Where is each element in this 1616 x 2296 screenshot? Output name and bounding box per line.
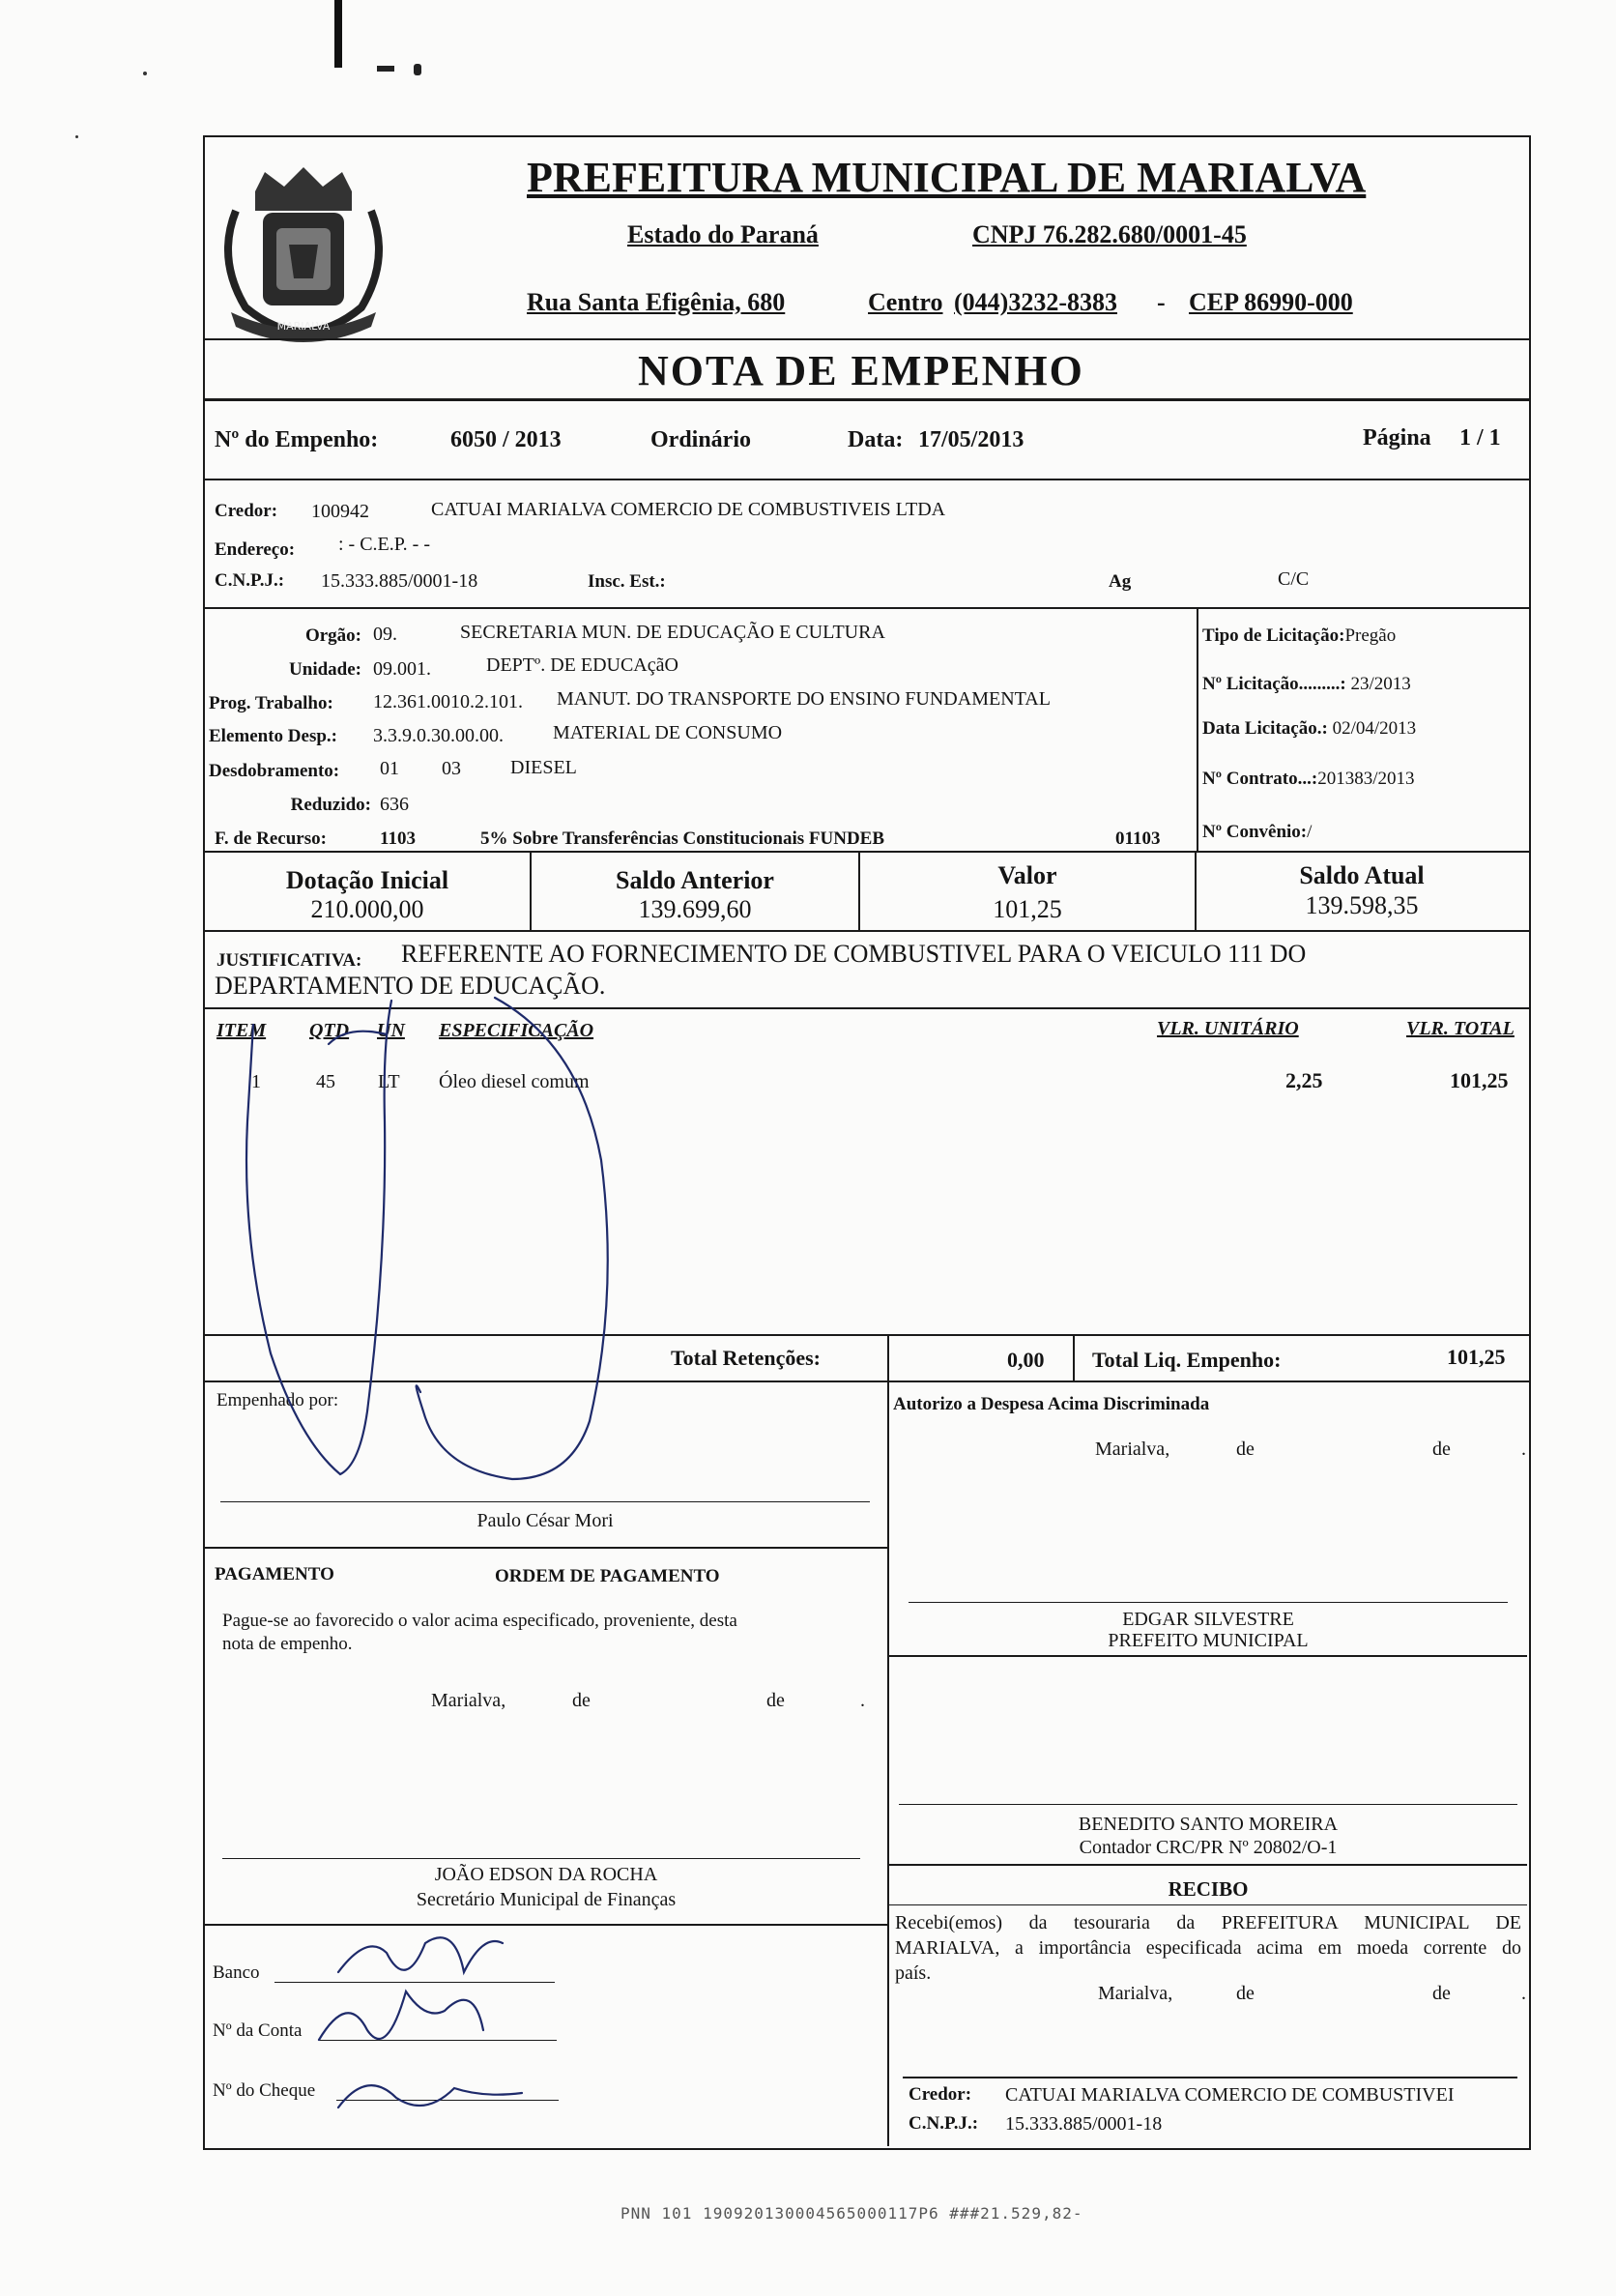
data-licitacao-label: Data Licitação.: bbox=[1202, 718, 1328, 739]
creditor-code: 100942 bbox=[311, 501, 369, 522]
recibo-de-2: de bbox=[1432, 1983, 1451, 2004]
desdobramento-name: DIESEL bbox=[510, 757, 577, 778]
prog-trabalho-name: MANUT. DO TRANSPORTE DO ENSINO FUNDAMENTAL bbox=[557, 688, 1051, 710]
saldo-atual-value: 139.598,35 bbox=[1305, 891, 1419, 919]
col-header-spec: ESPECIFICAÇÃO bbox=[439, 1020, 594, 1041]
recibo-line3: país. bbox=[895, 1962, 932, 1984]
autorizo-dot: . bbox=[1521, 1439, 1526, 1460]
recibo-label: RECIBO bbox=[1168, 1877, 1249, 1901]
pagamento-label: PAGAMENTO bbox=[215, 1564, 334, 1584]
ordem-pagamento-label: ORDEM DE PAGAMENTO bbox=[495, 1566, 720, 1586]
row-unit-value: 2,25 bbox=[1285, 1068, 1323, 1092]
total-liq-label: Total Liq. Empenho: bbox=[1092, 1348, 1282, 1372]
orgao-label: Orgão: bbox=[304, 625, 361, 646]
empenho-date: 17/05/2013 bbox=[918, 427, 1024, 452]
fonte-recurso-code: 1103 bbox=[380, 828, 416, 849]
creditor-label: Credor: bbox=[215, 501, 278, 521]
recibo-credor-label: Credor: bbox=[909, 2084, 972, 2105]
recibo-cnpj: 15.333.885/0001-18 bbox=[1005, 2113, 1163, 2135]
total-liq-value: 101,25 bbox=[1447, 1345, 1506, 1369]
elemento-code: 3.3.9.0.30.00.00. bbox=[373, 725, 504, 746]
pague-line2: nota de empenho. bbox=[222, 1634, 353, 1654]
row-qtd: 45 bbox=[316, 1071, 335, 1092]
dotacao-label: Dotação Inicial bbox=[285, 866, 449, 894]
autorizo-de-1: de bbox=[1236, 1439, 1255, 1460]
pague-de-1: de bbox=[572, 1690, 591, 1711]
prefeito-name: EDGAR SILVESTRE bbox=[1122, 1609, 1294, 1630]
empenho-number: 6050 / 2013 bbox=[450, 427, 562, 452]
tipo-licitacao-value: Pregão bbox=[1344, 625, 1397, 646]
recibo-line2: MARIALVA, a importância especificada acima em moeda corrente do bbox=[895, 1937, 1521, 1959]
creditor-address-label: Endereço: bbox=[215, 539, 296, 560]
recibo-credor-name: CATUAI MARIALVA COMERCIO DE COMBUSTIVEI bbox=[1005, 2084, 1455, 2106]
empenhado-name: Paulo César Mori bbox=[476, 1510, 614, 1531]
secretario-name: JOÃO EDSON DA ROCHA bbox=[434, 1864, 658, 1885]
autorizo-label: Autorizo a Despesa Acima Discriminada bbox=[893, 1394, 1210, 1414]
justificativa-line1: REFERENTE AO FORNECIMENTO DE COMBUSTIVEL PARA O VEICULO 111 DO bbox=[401, 940, 1307, 968]
row-total-value: 101,25 bbox=[1450, 1068, 1509, 1092]
row-spec: Óleo diesel comum bbox=[439, 1071, 590, 1092]
empenhado-label: Empenhado por: bbox=[216, 1390, 339, 1410]
pague-city: Marialva, bbox=[431, 1690, 506, 1711]
saldo-anterior-value: 139.699,60 bbox=[638, 895, 752, 923]
cep-header: CEP 86990-000 bbox=[1189, 288, 1353, 316]
agency-label: Ag bbox=[1109, 571, 1132, 592]
desdobramento-label: Desdobramento: bbox=[209, 761, 340, 781]
valor-value: 101,25 bbox=[993, 895, 1062, 923]
total-retencoes-value: 0,00 bbox=[1007, 1348, 1045, 1372]
unidade-label: Unidade: bbox=[289, 659, 361, 680]
conta-label: Nº da Conta bbox=[213, 2020, 303, 2041]
page-number: 1 / 1 bbox=[1459, 425, 1501, 450]
saldo-anterior-label: Saldo Anterior bbox=[616, 866, 774, 894]
secretario-title: Secretário Municipal de Finanças bbox=[416, 1889, 677, 1910]
creditor-name: CATUAI MARIALVA COMERCIO DE COMBUSTIVEIS LTDA bbox=[431, 499, 946, 520]
total-retencoes-label: Total Retenções: bbox=[671, 1346, 821, 1370]
num-licitacao-value: 23/2013 bbox=[1350, 674, 1411, 694]
recibo-city: Marialva, bbox=[1098, 1983, 1173, 2004]
footer-code: PNN 101 190920130004565000117P6 ###21.529,82- bbox=[620, 2204, 1083, 2223]
fonte-recurso-label: F. de Recurso: bbox=[215, 828, 327, 849]
desdobramento-a: 01 bbox=[380, 758, 399, 779]
justificativa-label: JUSTIFICATIVA: bbox=[216, 950, 362, 971]
fonte-recurso-code2: 01103 bbox=[1115, 828, 1161, 849]
saldo-atual-label: Saldo Atual bbox=[1299, 861, 1425, 889]
num-contrato-label: Nº Contrato...: bbox=[1202, 769, 1318, 789]
recibo-cnpj-label: C.N.P.J.: bbox=[909, 2113, 979, 2134]
phone-number: (044)3232-8383 bbox=[954, 288, 1117, 316]
account-label: C/C bbox=[1278, 568, 1310, 590]
elemento-label: Elemento Desp.: bbox=[209, 726, 337, 746]
prefeitura-title: PREFEITURA MUNICIPAL DE MARIALVA bbox=[527, 154, 1367, 201]
pague-line1: Pague-se ao favorecido o valor acima especificado, proveniente, desta bbox=[222, 1611, 737, 1631]
autorizo-de-2: de bbox=[1432, 1439, 1451, 1460]
num-convenio-label: Nº Convênio: bbox=[1202, 822, 1308, 842]
prog-trabalho-code: 12.361.0010.2.101. bbox=[373, 691, 523, 712]
empenho-date-label: Data: bbox=[848, 427, 904, 452]
elemento-name: MATERIAL DE CONSUMO bbox=[553, 722, 783, 743]
data-licitacao-value: 02/04/2013 bbox=[1332, 718, 1417, 739]
orgao-code: 09. bbox=[373, 624, 397, 645]
unidade-code: 09.001. bbox=[373, 658, 431, 680]
num-licitacao-label: Nº Licitação.........: bbox=[1202, 674, 1346, 694]
separator: - bbox=[1157, 288, 1166, 316]
autorizo-city: Marialva, bbox=[1095, 1439, 1170, 1460]
col-header-qtd: QTD bbox=[309, 1020, 350, 1041]
col-header-un: UN bbox=[377, 1020, 405, 1041]
num-convenio-value: / bbox=[1307, 822, 1313, 842]
contador-title: Contador CRC/PR Nº 20802/O-1 bbox=[1079, 1837, 1338, 1858]
col-header-item: ITEM bbox=[216, 1020, 267, 1041]
row-item: 1 bbox=[251, 1071, 261, 1092]
creditor-address: : - C.E.P. - - bbox=[338, 534, 430, 555]
num-contrato-value: 201383/2013 bbox=[1317, 769, 1415, 789]
row-un: LT bbox=[378, 1071, 400, 1092]
cheque-label: Nº do Cheque bbox=[213, 2080, 316, 2101]
recibo-de-1: de bbox=[1236, 1983, 1255, 2004]
creditor-cnpj-label: C.N.P.J.: bbox=[215, 570, 285, 591]
cnpj-header: CNPJ 76.282.680/0001-45 bbox=[972, 220, 1247, 248]
valor-label: Valor bbox=[997, 861, 1057, 889]
orgao-name: SECRETARIA MUN. DE EDUCAÇÃO E CULTURA bbox=[460, 622, 885, 643]
address-district: Centro bbox=[868, 288, 943, 316]
reduzido-label: Reduzido: bbox=[290, 795, 371, 815]
justificativa-line2: DEPARTAMENTO DE EDUCAÇÃO. bbox=[215, 972, 606, 1000]
unidade-name: DEPTº. DE EDUCAçãO bbox=[486, 654, 678, 676]
state-name: Estado do Paraná bbox=[627, 220, 819, 248]
empenho-number-label: Nº do Empenho: bbox=[215, 427, 379, 452]
prefeito-title: PREFEITO MUNICIPAL bbox=[1108, 1630, 1309, 1651]
page-label: Página bbox=[1363, 425, 1431, 450]
creditor-cnpj: 15.333.885/0001-18 bbox=[321, 570, 478, 592]
insc-est-label: Insc. Est.: bbox=[588, 571, 666, 592]
document-title: NOTA DE EMPENHO bbox=[638, 347, 1084, 394]
prog-trabalho-label: Prog. Trabalho: bbox=[209, 693, 333, 713]
pague-dot: . bbox=[860, 1690, 865, 1711]
address-street: Rua Santa Efigênia, 680 bbox=[527, 288, 786, 316]
recibo-line1: Recebi(emos) da tesouraria da PREFEITURA MUNICIPAL DE bbox=[895, 1912, 1521, 1933]
tipo-licitacao-label: Tipo de Licitação: bbox=[1202, 625, 1345, 646]
svg-text:MARIALVA: MARIALVA bbox=[276, 320, 331, 333]
col-header-unit-value: VLR. UNITÁRIO bbox=[1157, 1018, 1299, 1039]
reduzido-value: 636 bbox=[380, 794, 409, 815]
empenho-type: Ordinário bbox=[650, 427, 752, 452]
col-header-total-value: VLR. TOTAL bbox=[1406, 1018, 1515, 1039]
contador-name: BENEDITO SANTO MOREIRA bbox=[1078, 1814, 1339, 1835]
dotacao-value: 210.000,00 bbox=[310, 895, 424, 923]
fonte-recurso-name: 5% Sobre Transferências Constitucionais FUNDEB bbox=[480, 828, 885, 849]
pague-de-2: de bbox=[766, 1690, 785, 1711]
recibo-dot: . bbox=[1521, 1983, 1526, 2004]
banco-label: Banco bbox=[213, 1962, 260, 1983]
desdobramento-b: 03 bbox=[442, 758, 461, 779]
